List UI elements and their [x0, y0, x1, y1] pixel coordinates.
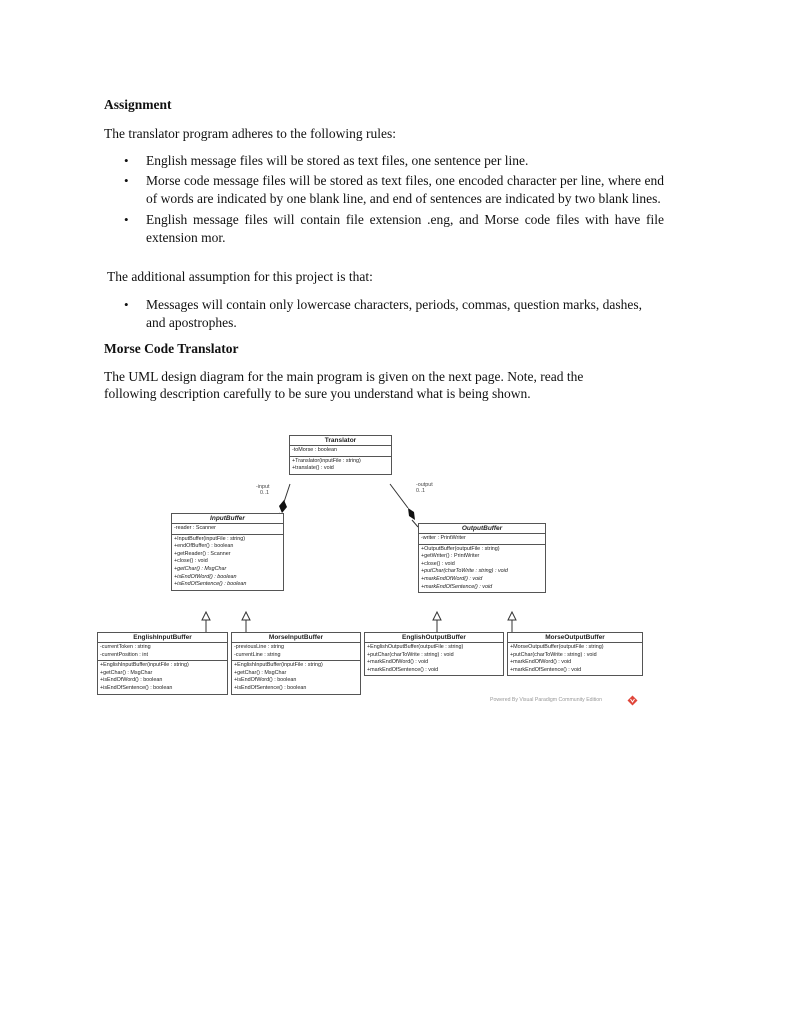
- powered-by-watermark: Powered By Visual Paradigm Community Edition: [490, 697, 603, 703]
- attributes-section: -toMorse : boolean: [290, 446, 391, 457]
- translator-class: [289, 435, 392, 475]
- output-role-label: -output 0..1: [416, 482, 433, 494]
- morse-output-buffer-class: [507, 632, 643, 676]
- list-item: • English message files will contain file extension .eng, and Morse code files with have file extension mor.: [124, 211, 664, 245]
- english-input-buffer-class: [97, 632, 228, 695]
- attributes-section: -previousLine : string -currentLine : string: [232, 643, 360, 661]
- rules-intro: The translator program adheres to the following rules:: [104, 126, 397, 141]
- class-name: MorseOutputBuffer: [508, 633, 642, 643]
- composition-line-output: [390, 484, 408, 508]
- methods-section: +OutputBuffer(outputFile : string) +getWriter() : PrintWriter +close() : void +putChar(charToWrite : string) : void +markEndOfWord() : void +markEndOfSentence() : void: [421, 545, 508, 590]
- bullet-icon: •: [124, 297, 129, 312]
- generalization-arrow-icon: [508, 612, 516, 620]
- composition-diamond-icon: [408, 508, 415, 520]
- class-name: EnglishOutputBuffer: [365, 633, 503, 643]
- methods-section: +EnglishInputBuffer(inputFile : string) +getChar() : MsgChar +isEndOfWord() : boolean +isEndOfSentence() : boolean: [234, 662, 323, 691]
- input-buffer-class: [171, 513, 284, 591]
- list-item: • Messages will contain only lowercase characters, periods, commas, question marks, dashes, and apostrophes.: [124, 297, 642, 331]
- attributes-section: -writer : PrintWriter: [419, 534, 545, 545]
- list-item: • Morse code message files will be stored as text files, one encoded character per line, where end of words are indicated by one blank line, and end of sentences are indicated by two blank lines.: [124, 173, 664, 207]
- morse-input-buffer-class: [231, 632, 361, 695]
- class-name: InputBuffer: [172, 514, 283, 524]
- composition-diamond-icon: [279, 500, 287, 513]
- methods-section: +Translator(inputFile : string) +translate() : void: [292, 457, 361, 472]
- attributes-section: -currentToken : string -currentPosition : int: [98, 643, 227, 661]
- input-role-label: -input 0..1: [256, 484, 270, 496]
- bullet-icon: •: [124, 153, 129, 168]
- methods-section: +EnglishInputBuffer(inputFile : string) +getChar() : MsgChar +isEndOfWord() : boolean +isEndOfSentence() : boolean: [100, 662, 189, 691]
- visual-paradigm-logo-icon: [627, 695, 638, 706]
- morse-section-heading: Morse Code Translator: [104, 341, 239, 356]
- generalization-arrow-icon: [433, 612, 441, 620]
- assumption-intro: The additional assumption for this project is that:: [107, 269, 373, 284]
- methods-section: +EnglishOutputBuffer(outputFile : string) +putChar(charToWrite : string) : void +markEndOfWord() : void +markEndOfSentence() : void: [367, 644, 464, 673]
- bullet-icon: •: [124, 173, 129, 189]
- methods-section: +MorseOutputBuffer(outputFile : string) +putChar(charToWrite : string) : void +markEndOfWord() : void +markEndOfSentence() : void: [510, 644, 604, 673]
- class-name: MorseInputBuffer: [232, 633, 360, 643]
- generalization-arrow-icon: [242, 612, 250, 620]
- output-buffer-class: [418, 523, 546, 593]
- list-item: • English message files will be stored as text files, one sentence per line.: [104, 152, 664, 170]
- morse-section-description: The UML design diagram for the main program is given on the next page. Note, read the following description carefully to be sure you understand what is being shown.: [104, 369, 584, 401]
- attributes-section: -reader : Scanner: [172, 524, 283, 535]
- english-output-buffer-class: [364, 632, 504, 676]
- generalization-arrow-icon: [202, 612, 210, 620]
- composition-line-input: [284, 484, 290, 502]
- class-name: OutputBuffer: [419, 524, 545, 534]
- methods-section: +InputBuffer(inputFile : string) +endOfBuffer() : boolean +getReader() : Scanner +close() : void +getChar() : MsgChar +isEndOfWord() : boolean +isEndOfSentence() : boolean: [174, 535, 247, 588]
- class-name: EnglishInputBuffer: [98, 633, 227, 643]
- assignment-heading: Assignment: [104, 97, 172, 112]
- class-name: Translator: [290, 436, 391, 446]
- bullet-icon: •: [124, 211, 129, 227]
